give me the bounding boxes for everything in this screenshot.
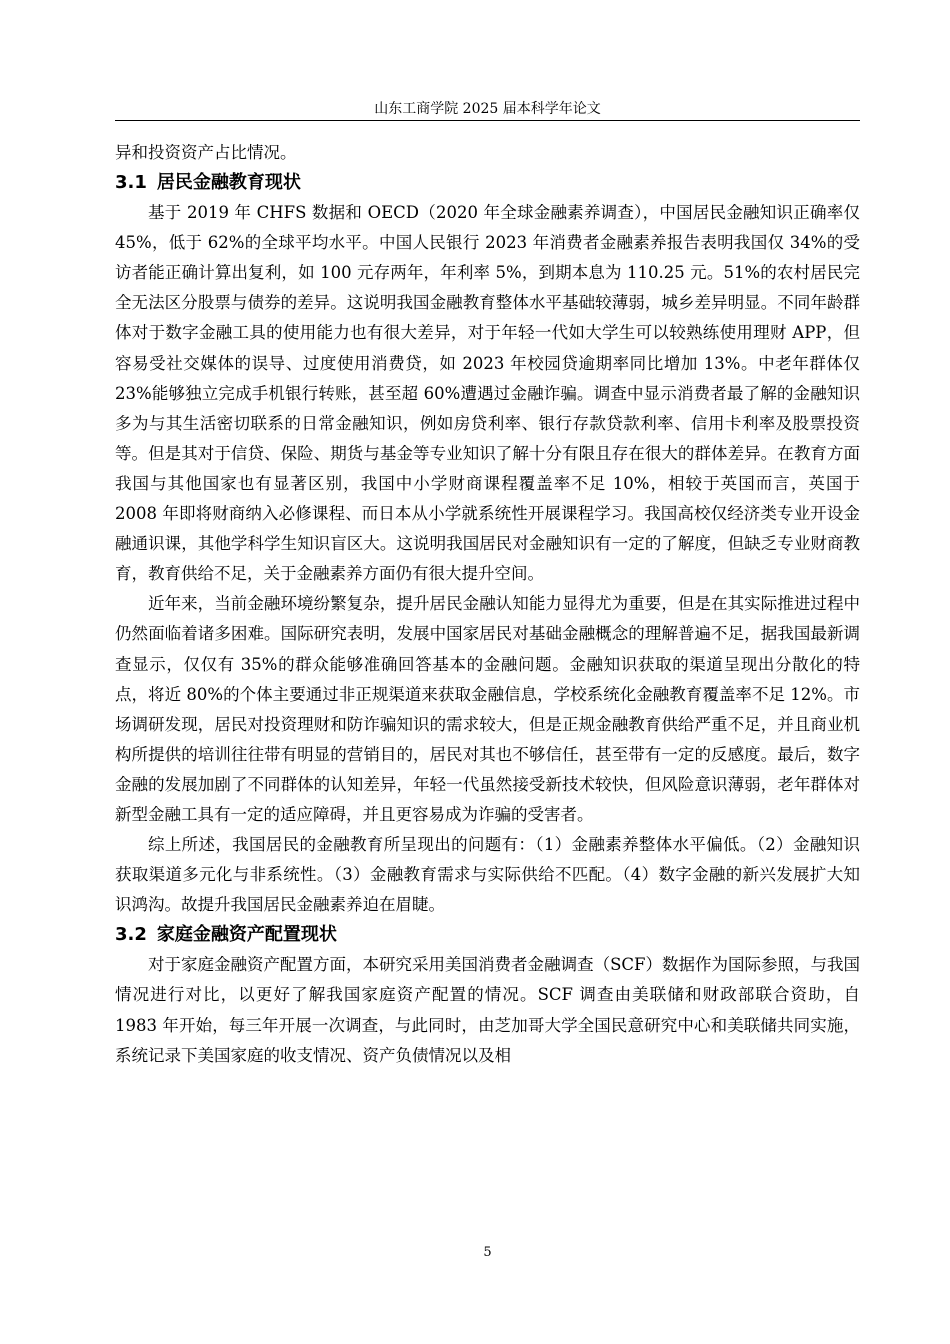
running-header: 山东工商学院 2025 届本科学年论文 [374,101,601,117]
body-paragraph: 近年来，当前金融环境纷繁复杂，提升居民金融认知能力显得尤为重要，但是在其实际推进过程中仍然面临着诸多困难。国际研究表明，发展中国家居民对基础金融概念的理解普遍不足，据我国最新调查显示，仅仅有 35%的群众能够准确回答基本的金融问题。金融知识获取的渠道呈现出分散化的特点，将近 80%的个体主要通过非正规渠道来获取金融信息，学校系统化金融教育覆盖率不足 12%。市场调研发现，居民对投资理财和防诈骗知识的需求较大，但是正规金融教育供给严重不足，并且商业机构所提供的培训往往带有明显的营销目的，居民对其也不够信任，甚至带有一定的反感度。最后，数字金融的发展加剧了不同群体的认知差异，年轻一代虽然接受新技术较快，但风险意识薄弱，老年群体对新型金融工具有一定的适应障碍，并且更容易成为诈骗的受害者。 [115,594,860,824]
page-body [115,138,860,1071]
section-heading-3-1 [115,168,860,198]
continuation-paragraph: 异和投资资产占比情况。 [115,143,297,162]
section-title: 家庭金融资产配置现状 [156,924,337,946]
header-divider [115,120,860,121]
body-paragraph: 对于家庭金融资产配置方面，本研究采用美国消费者金融调查（SCF）数据作为国际参照，与我国情况进行对比，以更好了解我国家庭资产配置的情况。SCF 调查由美联储和财政部联合资助，自 1983 年开始，每三年开展一次调查，与此同时，由芝加哥大学全国民意研究中心和美联储共同实施，系统记录下美国家庭的收支情况、资产负债情况以及相 [115,955,860,1065]
section-number: 3.1 [115,172,147,194]
body-paragraph: 综上所述，我国居民的金融教育所呈现出的问题有：（1）金融素养整体水平偏低。（2）金融知识获取渠道多元化与非系统性。（3）金融教育需求与实际供给不匹配。（4）数字金融的新兴发展扩大知识鸿沟。故提升我国居民金融素养迫在眉睫。 [115,835,860,915]
page-number: 5 [483,1245,492,1260]
body-paragraph: 基于 2019 年 CHFS 数据和 OECD（2020 年全球金融素养调查），中国居民金融知识正确率仅 45%，低于 62%的全球平均水平。中国人民银行 2023 年消费者金融素养报告表明我国仅 34%的受访者能正确计算出复利，如 100 元存两年，年利率 5%，到期本息为 110.25 元。51%的农村居民完全无法区分股票与债券的差异。这说明我国金融教育整体水平基础较薄弱，城乡差异明显。不同年龄群体对于数字金融工具的使用能力也有很大差异，对于年轻一代如大学生可以较熟练使用理财 APP，但容易受社交媒体的误导、过度使用消费贷，如 2023 年校园贷逾期率同比增加 13%。中老年群体仅 23%能够独立完成手机银行转账，甚至超 60%遭遇过金融诈骗。调查中显示消费者最了解的金融知识多为与其生活密切联系的日常金融知识，例如房贷利率、银行存款贷款利率、信用卡利率及股票投资等。但是其对于信贷、保险、期货与基金等专业知识了解十分有限且存在很大的群体差异。在教育方面我国与其他国家也有显著区别，我国中小学财商课程覆盖率不足 10%，相较于英国而言，英国于 2008 年即将财商纳入必修课程、而日本从小学就系统性开展课程学习。我国高校仅经济类专业开设金融通识课，其他学科学生知识盲区大。这说明我国居民对金融知识有一定的了解度，但缺乏专业财商教育，教育供给不足，关于金融素养方面仍有很大提升空间。 [115,203,860,584]
section-title: 居民金融教育现状 [156,172,301,194]
section-heading-3-2 [115,920,860,950]
section-number: 3.2 [115,924,147,946]
